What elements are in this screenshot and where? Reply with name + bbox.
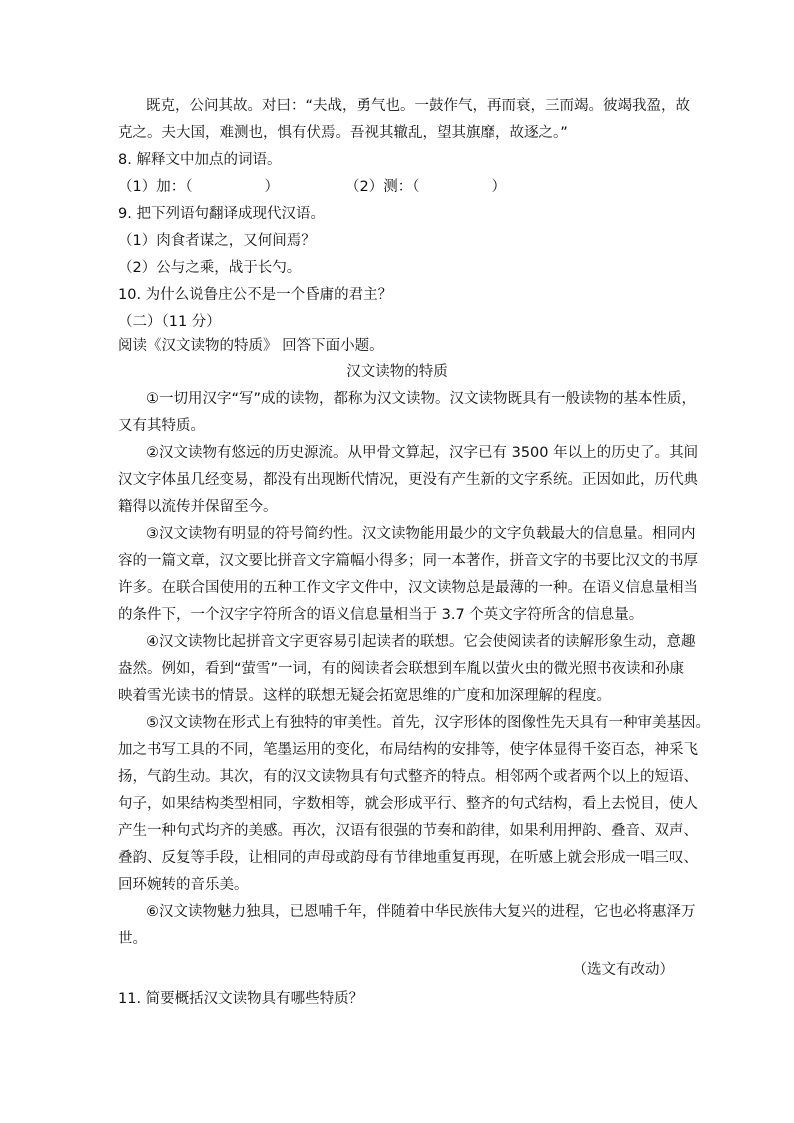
article-paragraph-5-line: 句子，如果结构类型相同，字数相等，就会形成平行、整齐的句式结构，看上去悦目，使人 [118,796,698,812]
article-paragraph-2-line: ②汉文读物有悠远的历史源流。从甲骨文算起，汉字已有 3500 年以上的历史了。其间 [146,445,699,461]
passage-line: 既克，公问其故。对曰：“夫战，勇气也。一鼓作气，再而衰，三而竭。彼竭我盈，故 [146,98,691,114]
article-paragraph-5-line: 回环婉转的音乐美。 [118,877,249,893]
source-note: （选文有改动） [572,962,674,978]
passage-line: 克之。夫大国，难测也，惧有伏焉。吾视其辙乱，望其旗靡，故逐之。” [118,125,568,141]
q8-item-1-label: （1）加：（ [118,179,193,195]
article-paragraph-5-line: 加之书写工具的不同，笔墨运用的变化，布局结构的安排等，使字体显得千姿百态，神采飞 [118,742,698,758]
article-paragraph-6-line: 世。 [118,931,147,947]
question-8: 8. 解释文中加点的词语。 [118,152,282,168]
article-title: 汉文读物的特质 [346,364,448,380]
article-paragraph-2-line: 汉文字体虽几经变易，都没有出现断代情况，更没有产生新的文字系统。正因如此，历代典 [118,472,698,488]
article-paragraph-4-line: 盎然。例如，看到“萤雪”一词，有的阅读者会联想到车胤以萤火虫的微光照书夜读和孙康 [118,661,685,677]
section-header: （二）（11 分） [118,314,221,330]
article-paragraph-4-line: 映着雪光读书的情景。这样的联想无疑会拓宽思维的广度和加深理解的程度。 [118,688,611,704]
article-paragraph-3-line: 的条件下，一个汉字字符所含的语义信息量相当于 3.7 个英文字符所含的信息量。 [118,607,644,623]
article-paragraph-5-line: 扬，气韵生动。其次，有的汉文读物具有句式整齐的特点。相邻两个或者两个以上的短语、 [118,769,698,785]
q8-item-1-close: ） [264,179,279,195]
article-paragraph-2-line: 籍得以流传并保留至今。 [118,499,278,515]
article-paragraph-5-line: ⑤汉文读物在形式上有独特的审美性。首先，汉字形体的图像性先天具有一种审美基因。 [146,715,710,731]
question-8-items [118,177,678,197]
article-paragraph-3-line: ③汉文读物有明显的符号简约性。汉文读物能用最少的文字负载最大的信息量。相同内 [146,526,696,542]
question-11: 11. 简要概括汉文读物具有哪些特质？ [118,991,364,1007]
article-paragraph-3-line: 容的一篇文章，汉文要比拼音文字篇幅小得多；同一本著作，拼音文字的书要比汉文的书厚 [118,553,698,569]
section-instruction: 阅读《汉文读物的特质》 回答下面小题。 [118,338,384,354]
article-paragraph-1-line: 又有其特质。 [118,418,205,434]
question-9: 9. 把下列语句翻译成现代汉语。 [118,206,325,222]
article-paragraph-4-line: ④汉文读物比起拼音文字更容易引起读者的联想。它会使阅读者的读解形象生动，意趣 [146,634,696,650]
article-paragraph-3-line: 许多。在联合国使用的五种工作文字文件中，汉文读物总是最薄的一种。在语义信息量相当 [118,580,698,596]
article-paragraph-5-line: 产生一种句式均齐的美感。再次，汉语有很强的节奏和韵律，如果利用押韵、叠音、双声、 [118,823,698,839]
article-paragraph-1-line: ①一切用汉字“写”成的读物，都称为汉文读物。汉文读物既具有一般读物的基本性质， [146,391,697,407]
article-paragraph-6-line: ⑥汉文读物魅力独具，已恩哺千年，伴随着中华民族伟大复兴的进程，它也必将惠泽万 [146,904,696,920]
question-10: 10. 为什么说鲁庄公不是一个昏庸的君主？ [118,287,393,303]
q8-item-2-label: （2）测：（ [344,179,420,195]
article-paragraph-5-line: 叠韵、反复等手段，让相同的声母或韵母有节律地重复再现，在听感上就会形成一唱三叹、 [118,850,698,866]
question-9-sentence-2: （2）公与之乘，战于长勺。 [118,260,302,276]
q8-item-2-close: ） [491,179,506,195]
question-9-sentence-1: （1）肉食者谋之，又何间焉？ [118,233,316,249]
